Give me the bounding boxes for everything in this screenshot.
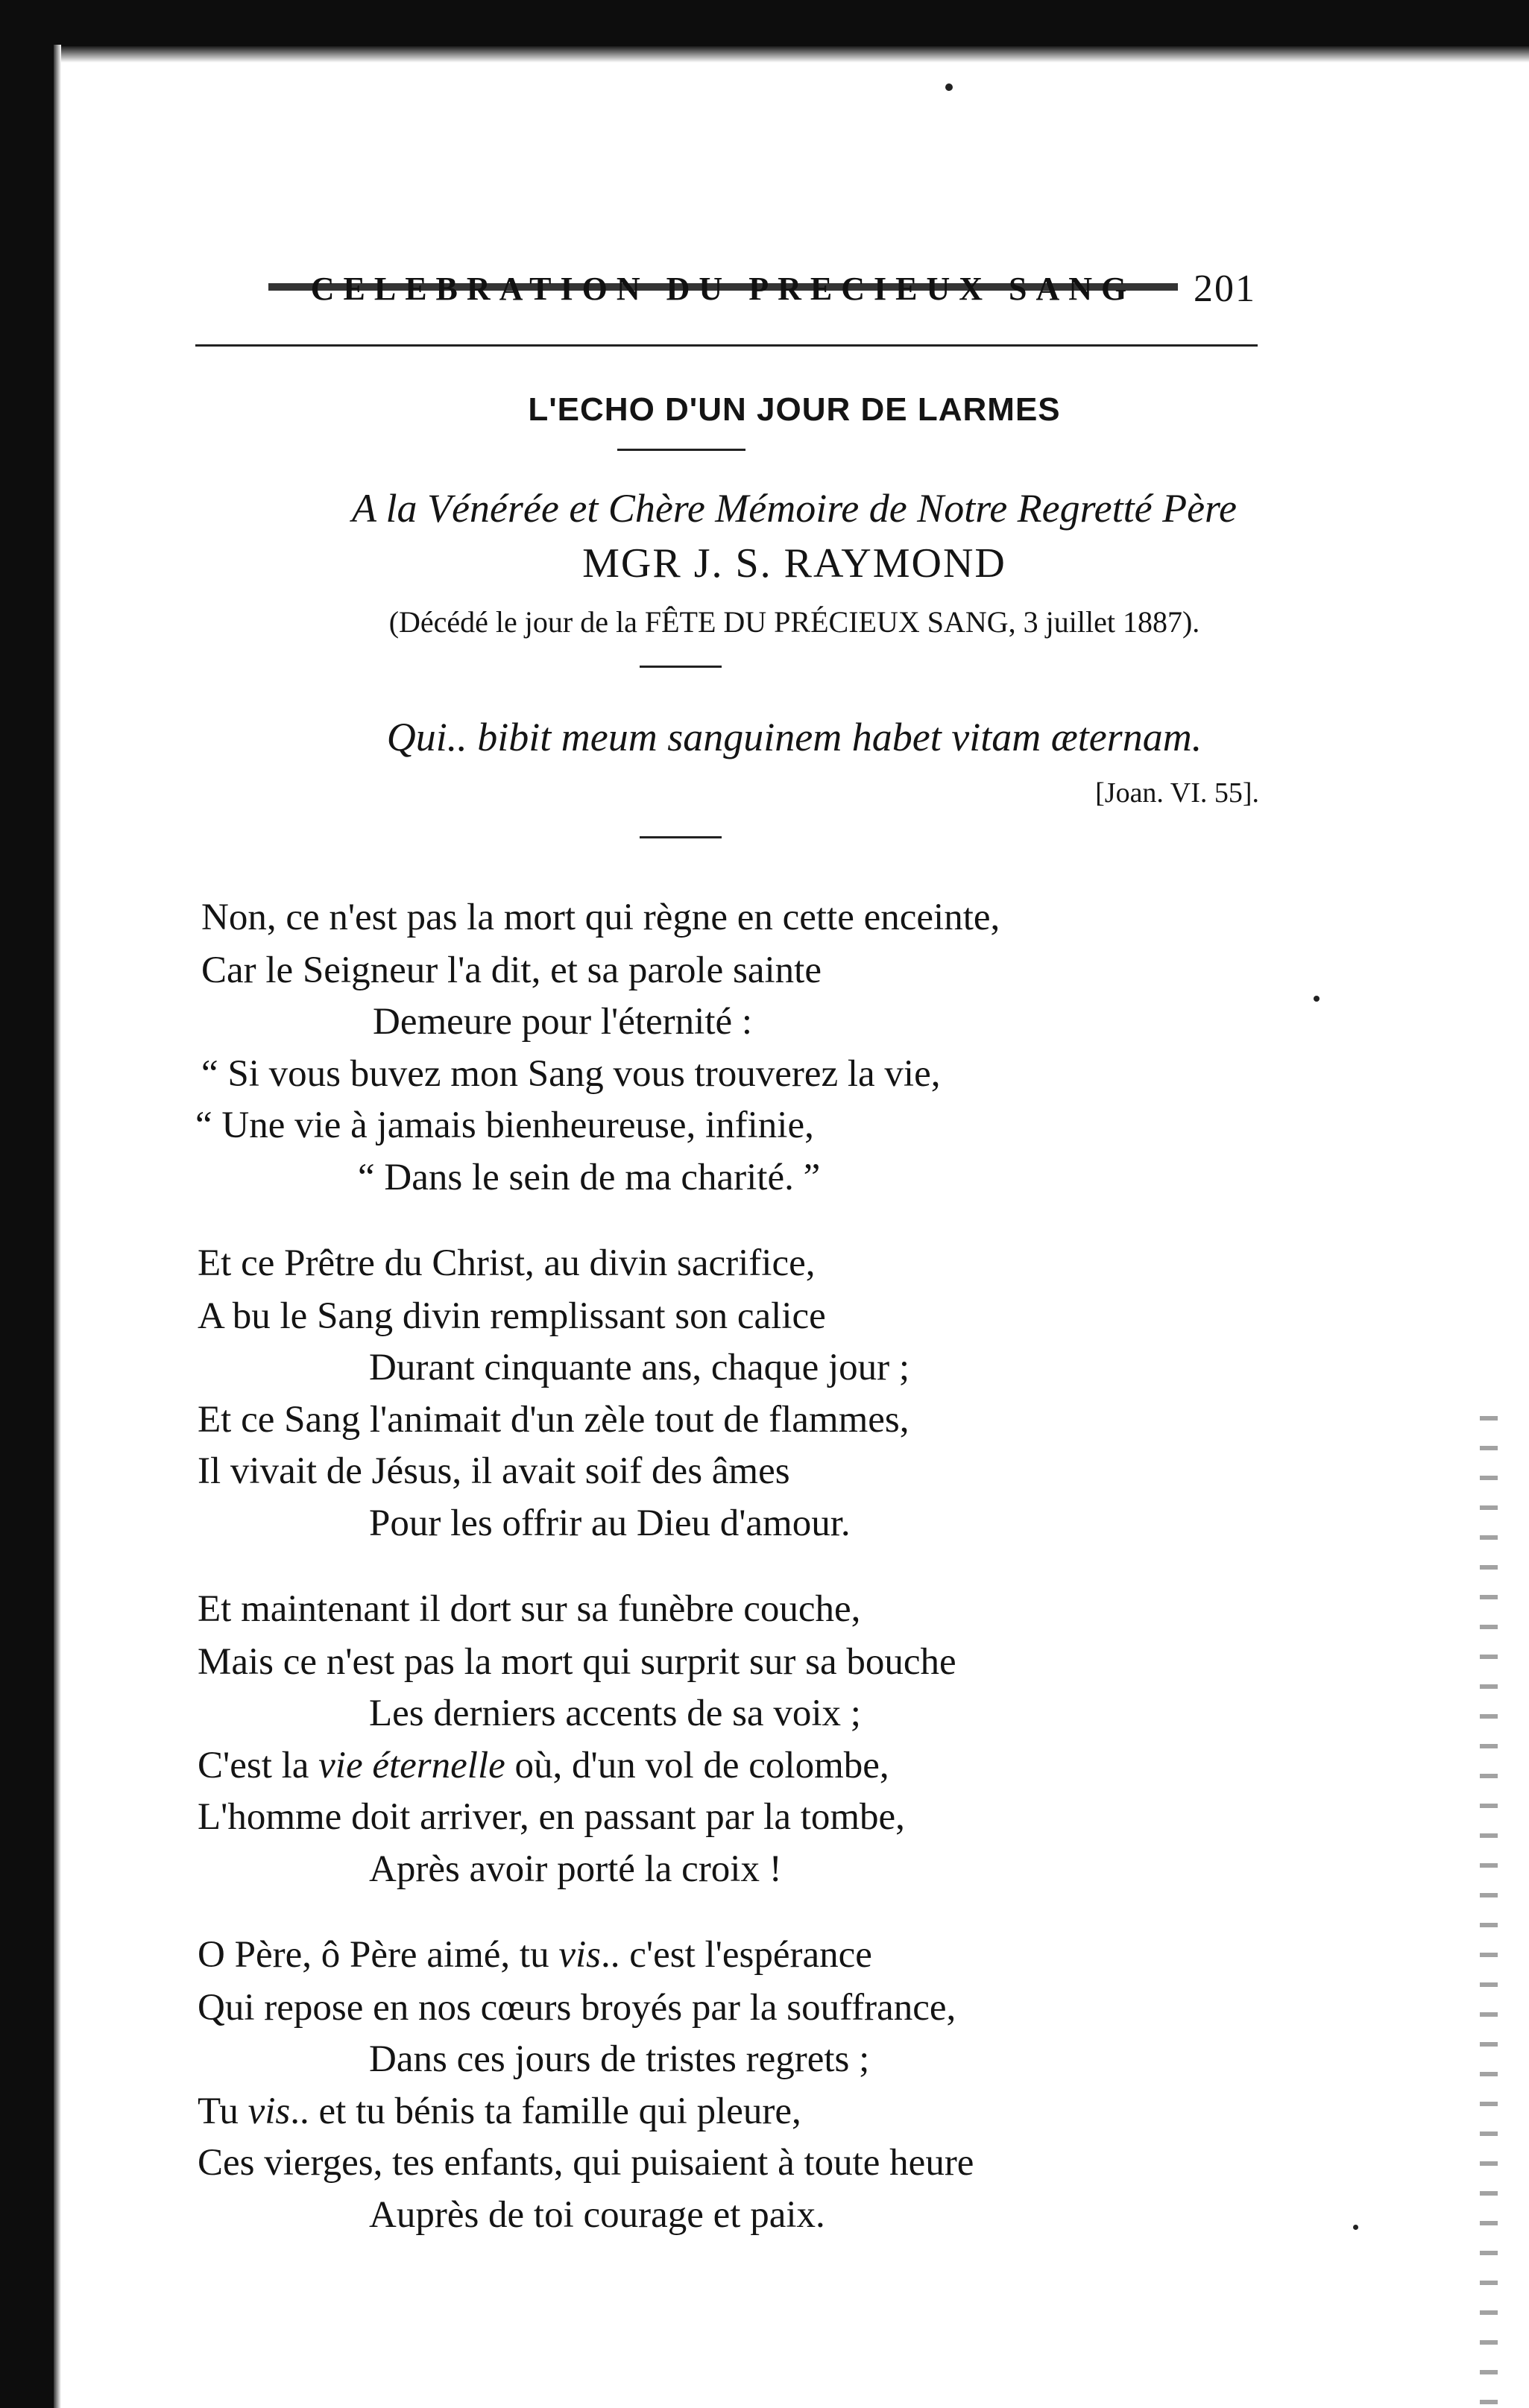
dedication-rule [640, 666, 722, 668]
verse-line [198, 1747, 889, 1785]
verse-line [198, 1936, 872, 1974]
title-rule [617, 449, 745, 451]
verse-line: Il vivait de Jésus, il avait soif des âmes [198, 1450, 790, 1492]
verse-line: “ Dans le sein de ma charité. ” [358, 1157, 821, 1198]
verse-line: Et ce Sang l'animait d'un zèle tout de flammes, [198, 1399, 909, 1441]
verse-line: Demeure pour l'éternité : [373, 1001, 753, 1043]
verse-line: “ Si vous buvez mon Sang vous trouverez la vie, [201, 1053, 941, 1095]
verse-line: Car le Seigneur l'a dit, et sa parole sainte [201, 949, 822, 991]
verse-line: Les derniers accents de sa voix ; [369, 1693, 861, 1734]
verse-text: O Père, ô Père aimé, tu [198, 1934, 559, 1976]
verse-italic-text: vie éternelle [318, 1745, 505, 1786]
verse-line: Non, ce n'est pas la mort qui règne en cette enceinte, [201, 897, 1000, 938]
scan-speck [945, 83, 953, 91]
dedication-line: A la Vénérée et Chère Mémoire de Notre Regretté Père [351, 486, 1238, 531]
header-rule [195, 344, 1258, 347]
dedication-subject: MGR J. S. RAYMOND [582, 540, 1006, 587]
death-note: (Décédé le jour de la FÊTE DU PRÉCIEUX SANG, 3 juillet 1887). [388, 605, 1200, 639]
epigraph-reference: [Joan. VI. 55]. [1095, 777, 1259, 809]
verse-text: où, d'un vol de colombe, [505, 1745, 889, 1786]
ornament-lettering: CELEBRATION DU PRECIEUX SANG [310, 271, 1136, 307]
verse-line: A bu le Sang divin remplissant son calice [198, 1295, 826, 1337]
verse-line: “ Une vie à jamais bienheureuse, infinie, [195, 1105, 814, 1146]
verse-line: Et maintenant il dort sur sa funèbre couche, [198, 1588, 861, 1630]
verse-line: Et ce Prêtre du Christ, au divin sacrifice, [198, 1242, 816, 1284]
verse-line: Dans ces jours de tristes regrets ; [369, 2038, 870, 2080]
verse-italic-text: vis [558, 1934, 602, 1976]
verse-line [198, 2093, 801, 2131]
verse-line: Après avoir porté la croix ! [369, 1848, 782, 1890]
poem-title: L'ECHO D'UN JOUR DE LARMES [528, 391, 1061, 428]
verse-line: Durant cinquante ans, chaque jour ; [369, 1347, 910, 1388]
page-number: 201 [1194, 268, 1256, 310]
scan-top-shadow [0, 46, 1529, 63]
verse-line: Mais ce n'est pas la mort qui surprit sur sa bouche [198, 1641, 956, 1683]
verse-line: L'homme doit arriver, en passant par la tombe, [198, 1796, 905, 1838]
verse-line: Pour les offrir au Dieu d'amour. [369, 1502, 851, 1544]
scan-top-border [0, 0, 1529, 46]
scan-right-specks [1480, 1416, 1498, 2407]
epigraph-text: Qui.. bibit meum sanguinem habet vitam æternam. [386, 715, 1202, 759]
verse-text: Tu [198, 2091, 248, 2132]
verse-italic-text: vis [248, 2091, 291, 2132]
verse-line: Qui repose en nos cœurs broyés par la souffrance, [198, 1987, 956, 2029]
verse-text: .. et tu bénis ta famille qui pleure, [290, 2091, 801, 2132]
verse-text: C'est la [198, 1745, 319, 1786]
decorative-header-ornament [268, 267, 1178, 312]
epigraph-rule [640, 836, 722, 838]
verse-line: Ces vierges, tes enfants, qui puisaient à toute heure [198, 2142, 974, 2184]
running-header [268, 267, 1256, 312]
scan-speck [1353, 2225, 1358, 2230]
scan-speck [1314, 996, 1320, 1002]
verse-line: Auprès de toi courage et paix. [369, 2194, 825, 2236]
verse-text: .. c'est l'espérance [601, 1934, 872, 1976]
